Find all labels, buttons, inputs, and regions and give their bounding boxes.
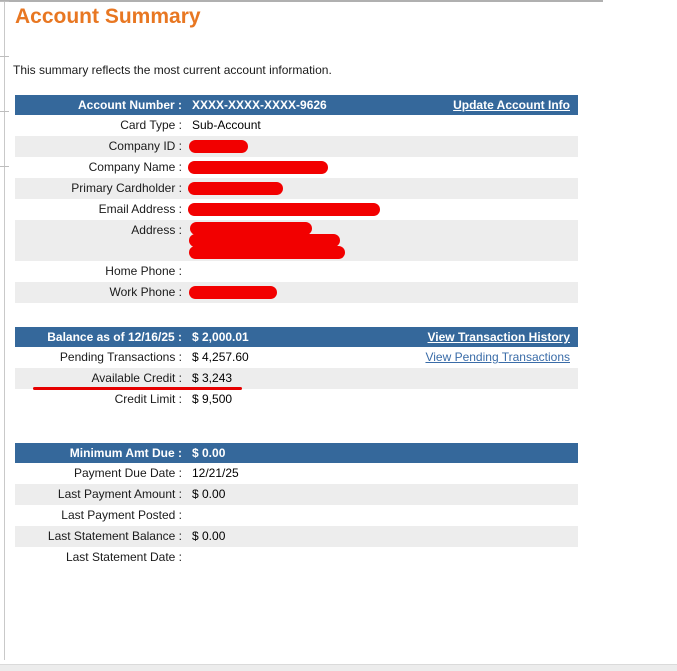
- credit-limit-row: [15, 389, 578, 410]
- work-phone-row: [15, 282, 578, 303]
- redaction-blob: [189, 140, 248, 153]
- last-statement-balance-label: Last Statement Balance :: [47, 529, 182, 543]
- page-title: Account Summary: [15, 5, 201, 28]
- primary-cardholder-row: [15, 178, 578, 199]
- update-account-info-link[interactable]: Update Account Info: [453, 98, 570, 112]
- email-address-label: Email Address :: [98, 202, 182, 216]
- last-statement-date-label: Last Statement Date :: [65, 550, 182, 564]
- view-pending-transactions-link[interactable]: View Pending Transactions: [425, 350, 570, 364]
- left-frame-tick: [0, 1, 9, 2]
- view-transaction-history-link[interactable]: View Transaction History: [427, 330, 570, 344]
- redaction-blob: [188, 182, 283, 195]
- card-type-row: [15, 115, 578, 136]
- available-credit-value: $ 3,243: [192, 371, 233, 385]
- company-name-row: [15, 157, 578, 178]
- left-frame-tick: [0, 166, 9, 167]
- last-statement-balance-value: $ 0.00: [192, 529, 226, 543]
- section-header-bar: [15, 443, 578, 463]
- address-label: Address :: [131, 223, 182, 237]
- section-header-value: $ 2,000.01: [192, 330, 249, 344]
- email-address-row: [15, 199, 578, 220]
- section-header-value: XXXX-XXXX-XXXX-9626: [192, 98, 327, 112]
- home-phone-row: [15, 261, 578, 282]
- left-frame-tick: [0, 56, 9, 57]
- left-frame-tick: [0, 111, 9, 112]
- intro-text: This summary reflects the most current account information.: [13, 63, 332, 77]
- last-payment-posted-label: Last Payment Posted :: [61, 508, 182, 522]
- redaction-blob: [188, 203, 380, 216]
- section-header-label: Account Number :: [77, 98, 182, 112]
- section-header-value: $ 0.00: [192, 446, 226, 460]
- home-phone-label: Home Phone :: [105, 264, 182, 278]
- red-underline-annotation: [33, 387, 242, 390]
- card-type-value: Sub-Account: [192, 118, 261, 132]
- last-payment-amount-label: Last Payment Amount :: [57, 487, 182, 501]
- last-payment-amount-row: [15, 484, 578, 505]
- payment-due-date-value: 12/21/25: [192, 466, 239, 480]
- available-credit-label: Available Credit :: [91, 371, 182, 385]
- payment-due-date-label: Payment Due Date :: [73, 466, 182, 480]
- company-name-label: Company Name :: [88, 160, 182, 174]
- left-frame-border: [4, 0, 5, 660]
- address-row: [15, 220, 578, 261]
- last-statement-balance-row: [15, 526, 578, 547]
- last-statement-date-row: [15, 547, 578, 568]
- summary-sections: [15, 0, 578, 671]
- section-header-label: Balance as of 12/16/25 :: [47, 330, 182, 344]
- company-id-row: [15, 136, 578, 157]
- credit-limit-value: $ 9,500: [192, 392, 233, 406]
- redaction-blob: [188, 161, 328, 174]
- last-payment-posted-row: [15, 505, 578, 526]
- section-header-bar: [15, 327, 578, 347]
- section-header-bar: [15, 95, 578, 115]
- available-credit-row: [15, 368, 578, 389]
- section-header-label: Minimum Amt Due :: [69, 446, 182, 460]
- credit-limit-label: Credit Limit :: [114, 392, 182, 406]
- redaction-blob: [189, 286, 277, 299]
- work-phone-label: Work Phone :: [109, 285, 182, 299]
- card-type-label: Card Type :: [120, 118, 182, 132]
- pending-transactions-row: [15, 347, 578, 368]
- last-payment-amount-value: $ 0.00: [192, 487, 226, 501]
- pending-transactions-label: Pending Transactions :: [59, 350, 182, 364]
- company-id-label: Company ID :: [108, 139, 182, 153]
- payment-due-date-row: [15, 463, 578, 484]
- redaction-blob: [189, 246, 345, 259]
- primary-cardholder-label: Primary Cardholder :: [71, 181, 182, 195]
- pending-transactions-value: $ 4,257.60: [192, 350, 249, 364]
